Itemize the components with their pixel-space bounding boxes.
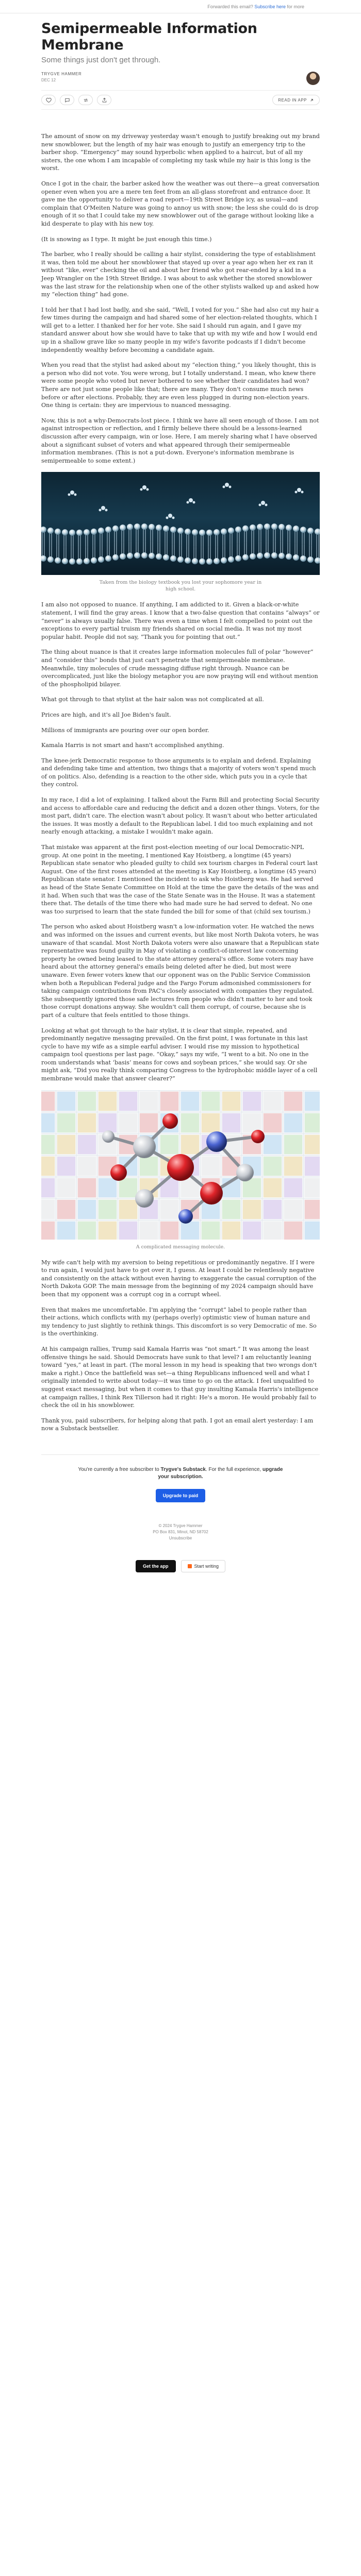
avatar[interactable] (306, 72, 320, 85)
restack-button[interactable] (78, 95, 93, 105)
body-paragraph: (It is snowing as I type. It might be just enough this time.) (41, 235, 212, 243)
footer (41, 1523, 320, 1541)
body-paragraph: The thing about nuance is that it creates large information molecules full of polar “however” and “consider this” bonds that just can't penetrate that semipermeable membrane. Meanwhile, tiny molecules of crude messaging diffuse right through. Nuance can be overcomplicated, just like the biology metaphor you are now praying will end without mention of the phospholipid bilayer. (41, 649, 318, 688)
comment-icon (64, 97, 70, 103)
molecule-figure-caption: A complicated messaging molecule. (136, 1244, 225, 1250)
share-icon (102, 97, 107, 103)
body-paragraph: Kamala Harris is not smart and hasn't accomplished anything. (41, 742, 224, 749)
upgrade-link-text[interactable]: upgrade your subscription. (158, 1466, 283, 1480)
body-paragraph: The knee-jerk Democratic response to those arguments is to explain and defend. Explaining and defending take time and attention, two things that a majority of voters won't spend much of on politics. Also, defending is a reaction to the other side, which puts you in a cycle that they control. (41, 757, 316, 788)
body-paragraph: In my race, I did a lot of explaining. I talked about the Farm Bill and protecting Social Security and access to affordable care and reducing the deficit and a dozen other things. Voters, for the most part, didn't care. The election wasn't about policy. It wasn't about who better articulated the issues. It was mostly a default to the Republican label. I did too much explaining and not nearly enough attacking, a mistake I wouldn't make again. (41, 796, 320, 836)
comment-button[interactable] (60, 95, 74, 105)
post-actions (41, 90, 320, 110)
body-paragraph: At his campaign rallies, Trump said Kamala Harris was “not smart.” It was among the least offensive things he said. Should Democrats have sunk to that level? I am reluctantly leaning toward “yes,” at least in part. (The moral lesson in my head is speaking that two wrongs don't make a right.) Once the battlefield was set—a thing Republicans influenced well and what I originally intended to write about today—it was time to go on the attack. I feel unqualified to suggest exact messaging, but when it comes to that guy insulting Kamala Harris's intelligence at campaign rallies, I think Rex Tillerson had it right: He's a moron. He would probably fail to check the oil in his snowblower. (41, 1346, 319, 1409)
phospholipid-bilayer-illustration (41, 472, 320, 575)
paragraphs-c (41, 1259, 320, 1433)
read-in-app-label: READ IN APP (278, 97, 307, 103)
subscription-note-suffix: . For the full experience, (205, 1466, 261, 1472)
get-the-app-button[interactable]: Get the app (136, 1560, 176, 1572)
subscribe-here-link[interactable]: Subscribe here (254, 4, 286, 9)
unsubscribe-link[interactable]: Unsubscribe (169, 1535, 192, 1540)
body-paragraph: What got through to that stylist at the hair salon was not complicated at all. (41, 696, 264, 703)
molecule-figure (41, 1090, 320, 1250)
copyright: © 2024 Trygve Hammer (158, 1523, 203, 1528)
paragraphs-b (41, 601, 320, 1082)
start-writing-button[interactable] (181, 1560, 226, 1572)
share-button[interactable] (97, 95, 111, 105)
restack-icon (83, 97, 89, 103)
address: PO Box 831, Minot, ND 58702 (153, 1529, 208, 1534)
post-body (41, 132, 320, 1433)
body-paragraph: When you read that the stylist had asked about my “election thing,” you likely thought, this is a person who did not vote. You were wrong, but I totally understand. I mean, who knew there were some people who voted but never bothered to see whether their candidates had won? There are not just some people like that; there are many. They don't consume much news before or after elections. Probably, they are even less plugged in during non-election years. One thing is certain: they are impervious to nuanced messaging. (41, 362, 316, 409)
body-paragraph: Looking at what got through to the hair stylist, it is clear that simple, repeated, and predominantly negative messaging prevailed. On the first point, I was fortunate in this last cycle to have my wife as a simple earful adviser. I would rise my mission to hypothetical campaign tool questions per last page. “Okay,” says my wife, “I went to a bit. No one in the room understands what ‘basis’ means for cows and soybean prices,” she would say. Or she might ask, “Did you really think comparing Congress to the hydrophobic middle layer of a cell membrane would make that answer clearer?” (41, 1027, 318, 1082)
body-paragraph: I am also not opposed to nuance. If anything, I am addicted to it. Given a black-or-white statement, I will find the gray areas. I know that a two-false question that contains “always” or “never” is always usually false. There was even a time when I felt compelled to point out the exceptions to every partial truism my friends shared on social media. It was not my most popular habit. People did not say, “Thank you for pointing that out.” (41, 601, 320, 640)
subscription-note-prefix: You're currently a free subscriber to (78, 1466, 159, 1472)
membrane-figure-caption: Taken from the biology textbook you lost your sophomore year in high school. (99, 580, 262, 592)
body-paragraph: The person who asked about Hoistberg wasn't a low-information voter. He watched the news and was informed on the issues and current events, but like most North Dakota voters, he was unaware of that scandal. Most North Dakota voters were also unaware that a Republican state representative was found guilty in May of violating a conflict-of-interest law concerning property he owned being leased to the state attorney general's office. Some voters may have heard about the attorney general's emails being deleted after he died, but most were unaware. Even fewer voters knew that our opponent was on the Public Service Commission when both a Republican Federal judge and the Fargo Forum admonished commissioners for taking campaign contributions from PAC's closely associated with companies they regulated. She subsequently ignored those safe lectures from people who didn't matter to her and took those corrupt donations anyway. She wouldn't call them corrupt, of course, because she is part of a culture that feels entitled to those things. (41, 923, 319, 1019)
body-paragraph: Thank you, paid subscribers, for helping along that path. I got an email alert yesterday: I am now a Substack bestseller. (41, 1417, 314, 1432)
body-paragraph: The amount of snow on my driveway yesterday wasn't enough to justify breaking out my brand new snowblower, but the length of my hair was enough to justify an emergency trip to the barber shop. “Emergency” may sound hyperbolic when applied to a haircut, but of all my sisters, the one whom I am incapable of completing my task while my hair is this long is the worst. (41, 133, 320, 172)
subscription-note (72, 1466, 289, 1481)
body-paragraph: Now, this is not a why-Democrats-lost piece. I think we have all seen enough of those. I am not against introspection or reflection, and I firmly believe there should be a lessons-learned discussion after every campaign, win or lose. Here, I am merely sharing what I have observed about a significant subset of voters and what appeared through their semipermeable information membranes. (This is not a put-down. Everyone's information membrane is semipermeable to some extent.) (41, 417, 319, 464)
post-title[interactable]: Semipermeable Information Membrane (41, 21, 257, 53)
body-paragraph: That mistake was apparent at the first post-election meeting of our local Democratic-NPL group. At one point in the meeting, I mentioned Kay Hoistberg, a longtime (45 years) Republican state senator who pleaded guilty to child sex tourism charges in Federal court last August. One of the first roses attended at the meeting is Kay Hoistberg, a longtime (45 years) Republican state senator. I mentioned the incident to ask who Hoistberg was. He had served as head of the State Senate Committee on Hold at the time the gave the details of the was and it had. When such that was the case of the State Senate was in the House. It was a statement there that. The details of the time there who had made sure he had served to defeat. No one was too surprised to learn that the state funded the bill for some of that (child sex tourism.) (41, 844, 319, 915)
body-paragraph: The barber, who I really should be calling a hair stylist, considering the type of establishment it was, then told me about her snowblower that stayed up over a year ago when her ex ran it without “like, ever” checking the oil and about her friend who got rear-ended by a kid in a Jeep Wrangler on the 19th Street Bridge. I was about to ask whether the stored snowblower was the last straw for the relationship when one of the other stylists walked up and asked how my “election thing” had gone. (41, 251, 319, 298)
body-paragraph: I told her that I had lost badly, and she said, “Well, I voted for you.” She had also cut my hair a few times during the campaign and had shared some of her election-related thoughts, which I will get to a letter. I thanked her for her vote. She said I should run again, and I gave my standard answer about how she would have to take that up with my wife and how I would end up in a shallow grave like so many people in my wife's favorite podcasts if I didn't become independently wealthy before becoming a candidate again. (41, 306, 319, 353)
paragraphs-a (41, 132, 320, 465)
body-paragraph: Once I got in the chair, the barber asked how the weather was out there—a great conversation opener even when you are a mere ten feet from an all-glass storefront and entrance door. It gave me the opportunity to deliver a road report—19th Street Bridge icy, as usual—and complain that O'Meiten Nature was going to annoy us with snow; the less she could do is drop enough of it so that I could take my new snowblower out of the garage without looking like a kid desperate to play with his new toy. (41, 180, 320, 227)
upgrade-to-paid-button[interactable]: Upgrade to paid (156, 1489, 206, 1502)
heart-icon (46, 97, 52, 103)
molecule-illustration (41, 1090, 320, 1240)
post-container (41, 13, 320, 1598)
arrow-up-right-icon (309, 98, 314, 103)
body-paragraph: Even that makes me uncomfortable. I'm applying the “corrupt” label to people rather than their actions, which conflicts with my (perhaps overly) optimistic view of human nature and my tendency to just slightly to rethink things. This discomfort is so very Democratic of me. So is the overthinking. (41, 1306, 317, 1337)
post-subtitle: Some things just don't get through. (41, 56, 161, 64)
post-date: DEC 12 (41, 78, 56, 82)
body-paragraph: Prices are high, and it's all Joe Biden's fault. (41, 711, 171, 718)
byline (41, 72, 320, 85)
subscription-box (41, 1454, 320, 1502)
forwarded-banner (0, 0, 361, 13)
substack-logo-icon (188, 1564, 192, 1568)
forwarded-suffix: for more (287, 4, 304, 9)
membrane-image[interactable] (41, 472, 320, 575)
forwarded-prefix: Forwarded this email? (207, 4, 253, 9)
body-paragraph: Millions of immigrants are pouring over our open border. (41, 726, 209, 734)
like-button[interactable] (41, 95, 56, 105)
start-writing-label: Start writing (194, 1563, 219, 1569)
app-buttons (41, 1560, 320, 1598)
publication-name: Trygve's Substack (160, 1466, 206, 1472)
membrane-figure (41, 472, 320, 592)
molecule-image[interactable] (41, 1090, 320, 1240)
author-name[interactable]: TRYGVE HAMMER (41, 72, 82, 76)
body-paragraph: My wife can't help with my aversion to being repetitious or predominantly negative. If I were to run again, I would just have to get over it, I guess. At least I could be relentlessly negative and consistently on the attack without even having to exaggerate the casual corruption of the North Dakota GOP. The main message from the beginning of my 2024 campaign should have been that my opponent was a corrupt cog in a corrupt wheel. (41, 1259, 317, 1298)
read-in-app-button[interactable] (272, 95, 320, 105)
